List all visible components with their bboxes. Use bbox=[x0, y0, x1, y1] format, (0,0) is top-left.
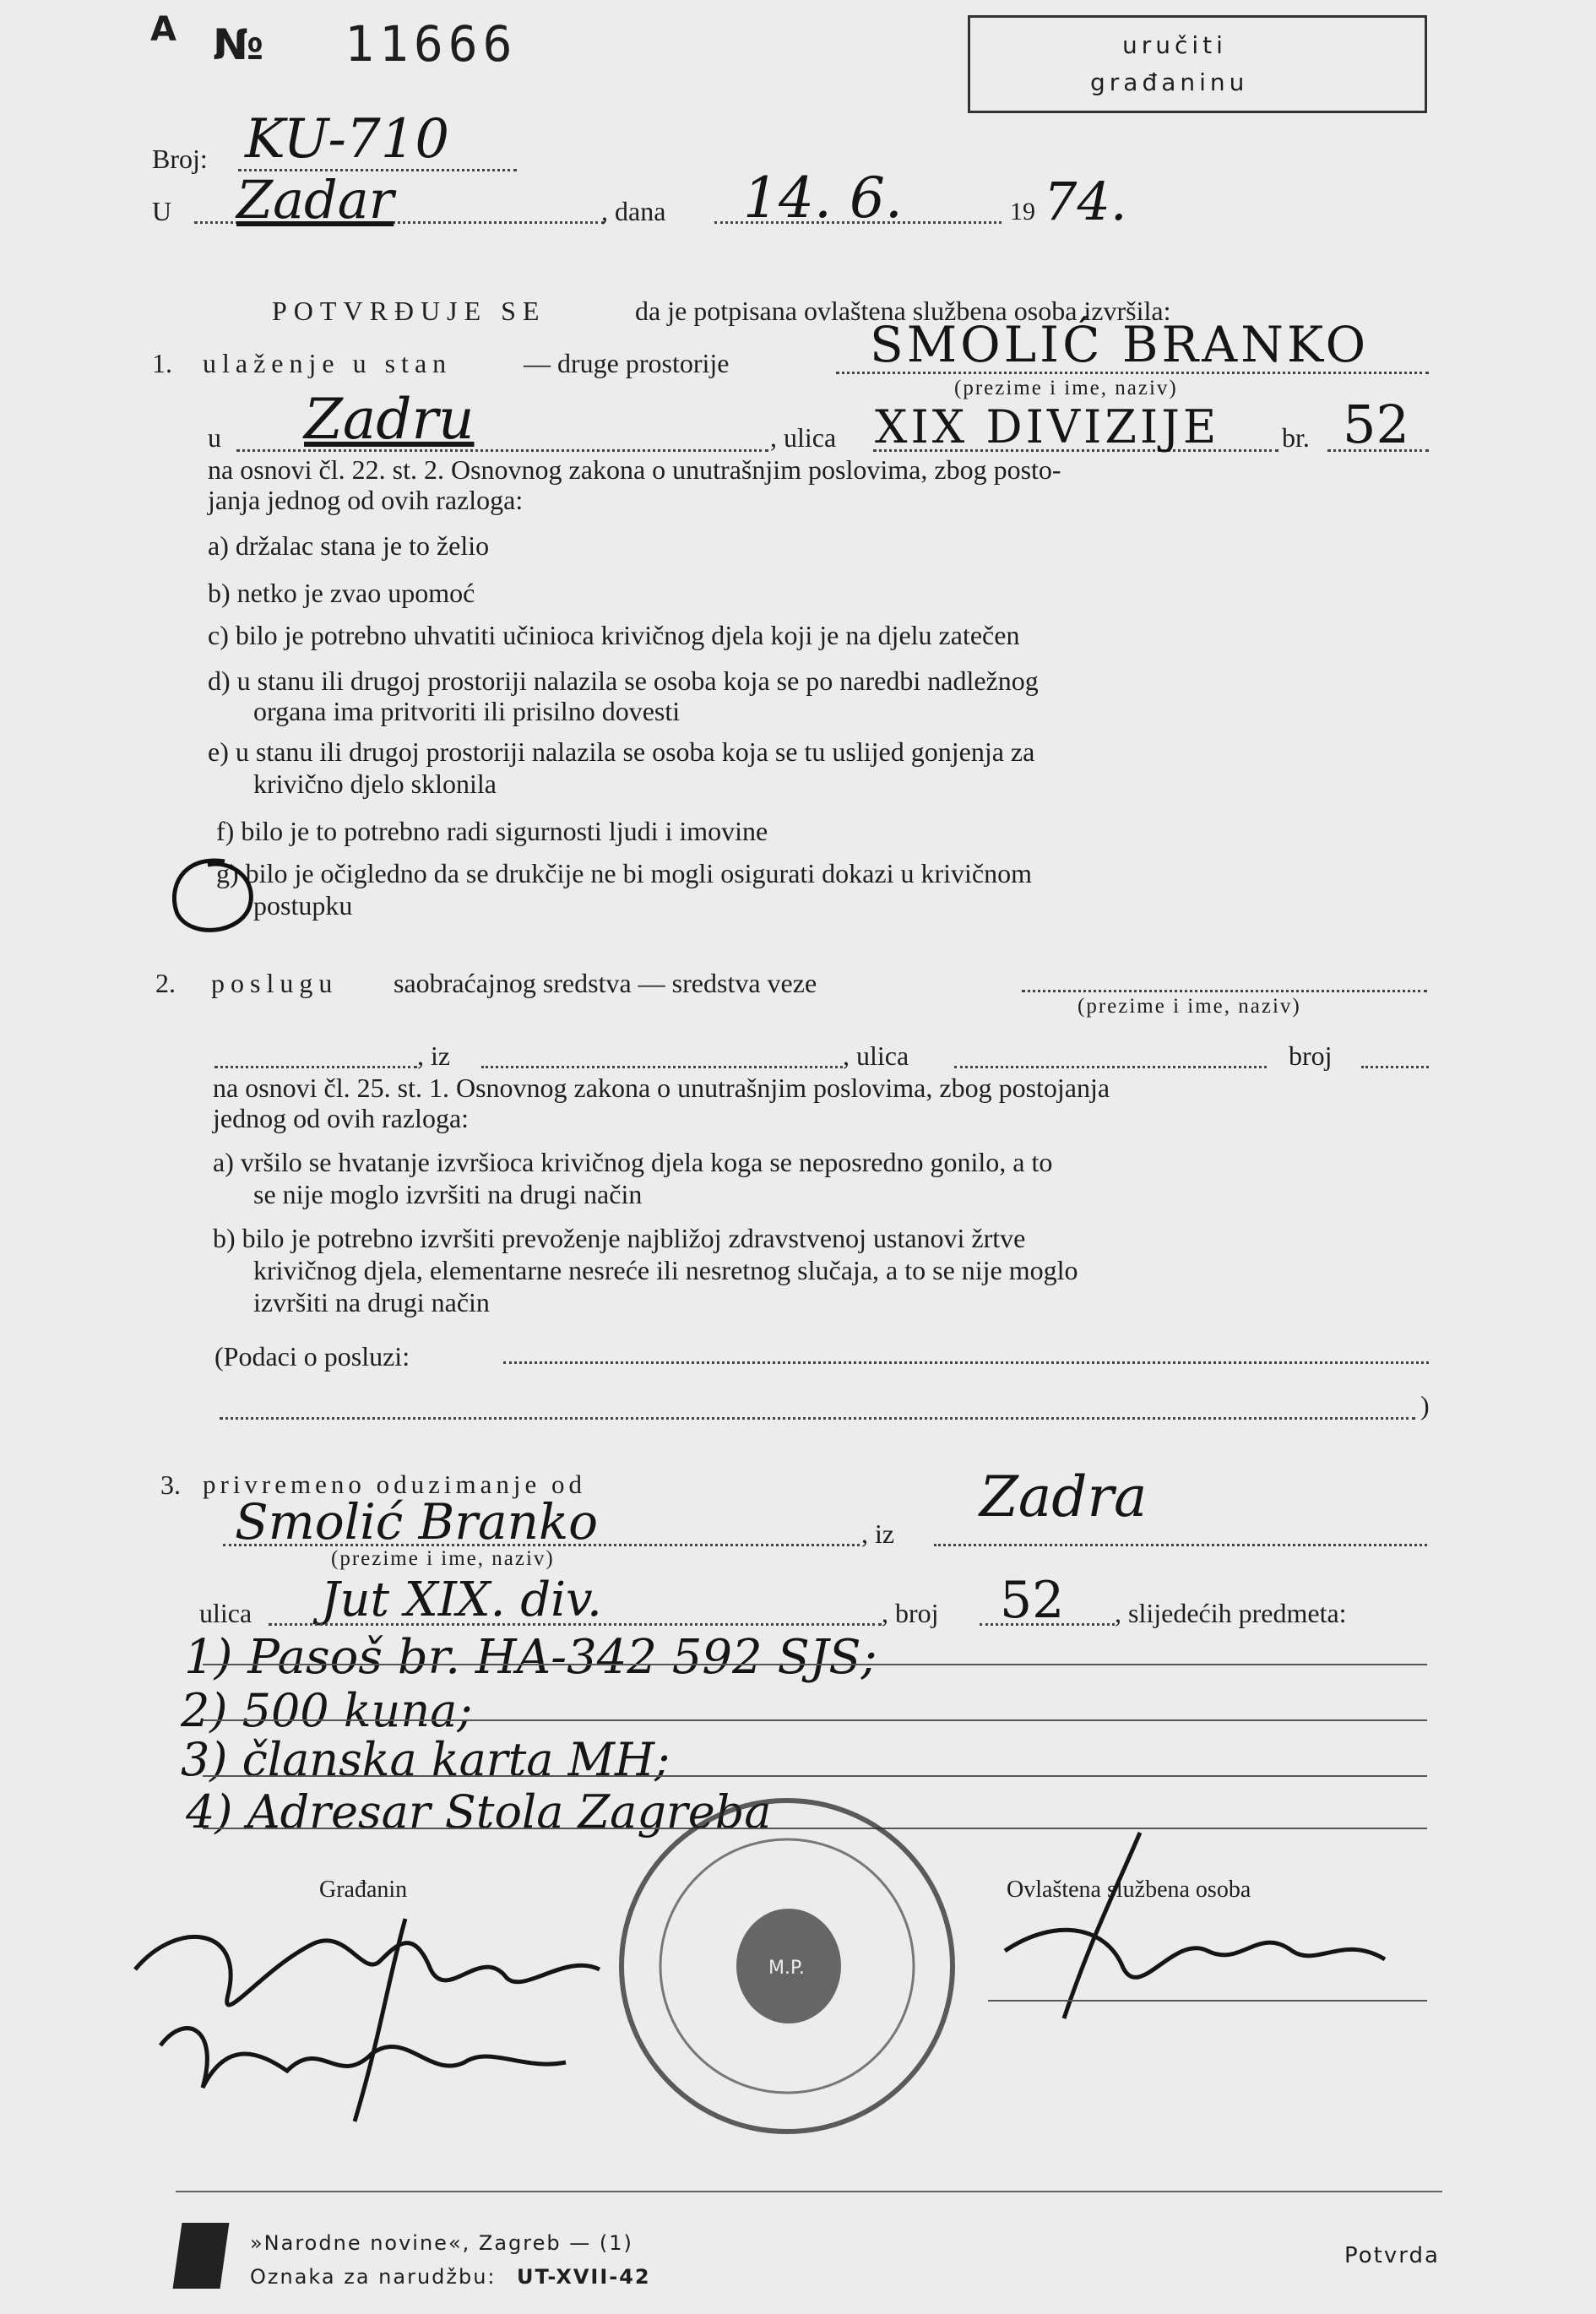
u-label: U bbox=[152, 196, 172, 226]
section2-legal-1: na osnovi čl. 25. st. 1. Osnovnog zakona o unutrašnjim poslovima, zbog postojanja bbox=[213, 1073, 1110, 1103]
intro-lead: POTVRĐUJE SE bbox=[272, 296, 546, 326]
section2-title-rest: saobraćajnog sredstva — sredstva veze bbox=[394, 968, 817, 998]
section1-item-a: a) držalac stana je to želio bbox=[208, 530, 490, 561]
publisher-logo bbox=[173, 2223, 230, 2289]
dana-label: , dana bbox=[601, 196, 666, 226]
section3-caption: (prezime i ime, naziv) bbox=[331, 1547, 555, 1570]
section2-close-paren: ) bbox=[1420, 1390, 1430, 1420]
intro-rest: da je potpisana ovlaštena službena osoba izvršila: bbox=[635, 296, 1171, 326]
section1-name-value: SMOLIĆ BRANKO bbox=[870, 316, 1370, 373]
section3-broj-label: , broj bbox=[882, 1598, 939, 1628]
citizen-signature-label: Građanin bbox=[319, 1877, 408, 1903]
form-number: 11666 bbox=[345, 15, 518, 73]
section1-caption: (prezime i ime, naziv) bbox=[954, 377, 1178, 399]
order-code: UT-XVII-42 bbox=[517, 2265, 651, 2289]
section1-u-label: u bbox=[208, 422, 221, 453]
selection-circle-mark bbox=[166, 855, 258, 939]
section2-podaci-label: (Podaci o posluzi: bbox=[214, 1341, 410, 1372]
section2-item-b-line1: b) bilo je potrebno izvršiti prevoženje najbližoj zdravstvenoj ustanovi žrtve bbox=[213, 1223, 1026, 1253]
section1-item-d-line2: organa ima pritvoriti ili prisilno dovesti bbox=[253, 696, 681, 726]
broj-label: Broj: bbox=[152, 144, 208, 174]
section2-legal-2: jednog od ovih razloga: bbox=[213, 1103, 470, 1133]
official-signature bbox=[988, 1824, 1410, 2044]
order-label: Oznaka za narudžbu: bbox=[250, 2265, 497, 2289]
section1-city-value: Zadru bbox=[304, 387, 475, 452]
section1-ulica-label: , ulica bbox=[770, 422, 837, 453]
series-letter: A bbox=[150, 10, 176, 49]
section2-number: 2. bbox=[155, 968, 176, 998]
seized-item-2: 2) 500 kuna; bbox=[181, 1684, 473, 1737]
section2-item-a-line2: se nije moglo izvršiti na drugi način bbox=[253, 1179, 643, 1209]
place-value: Zadar bbox=[236, 169, 394, 231]
seized-item-4: 4) Adresar Stola Zagreba bbox=[186, 1785, 772, 1839]
number-label: № bbox=[213, 20, 264, 69]
section2-ulica-label: , ulica bbox=[843, 1040, 909, 1071]
section1-legal-1: na osnovi čl. 22. st. 2. Osnovnog zakona o unutrašnjim poslovima, zbog posto- bbox=[208, 454, 1061, 485]
section3-iz-label: , iz bbox=[861, 1518, 895, 1549]
publisher-line: »Narodne novine«, Zagreb — (1) bbox=[250, 2231, 633, 2255]
citizen-signature bbox=[127, 1868, 616, 2130]
section3-name-value: Smolić Branko bbox=[235, 1493, 599, 1551]
section1-item-b: b) netko je zvao upomoć bbox=[208, 578, 475, 608]
official-signature-label: Ovlaštena službena osoba bbox=[1007, 1877, 1251, 1903]
section2-broj-label: broj bbox=[1289, 1040, 1333, 1071]
section3-slijedecih: , slijedećih predmeta: bbox=[1115, 1598, 1347, 1628]
section2-title: poslugu bbox=[211, 968, 339, 998]
section1-item-d-line1: d) u stanu ili drugoj prostoriji nalazila se osoba koja se po naredbi nadležnog bbox=[208, 665, 1039, 696]
deliver-box-line-2: građaninu bbox=[1090, 68, 1249, 96]
broj-value: KU-710 bbox=[245, 108, 450, 171]
section2-item-b-line3: izvršiti na drugi način bbox=[253, 1287, 490, 1317]
section3-ulica-label: ulica bbox=[199, 1598, 252, 1628]
section1-item-g-line1: g) bilo je očigledno da se drukčije ne bi mogli osigurati dokazi u krivičnom bbox=[216, 858, 1032, 888]
year-value: 74. bbox=[1044, 171, 1127, 232]
deliver-box-line-1: uručiti bbox=[1122, 31, 1227, 59]
section2-iz-label: , iz bbox=[417, 1040, 451, 1071]
section3-title: privremeno oduzimanje od bbox=[203, 1469, 587, 1499]
section2-item-b-line2: krivičnog djela, elementarne nesreće ili nesretnog slučaja, a to se nije moglo bbox=[253, 1255, 1078, 1285]
section1-item-e-line1: e) u stanu ili drugoj prostoriji nalazila se osoba koja se tu uslijed gonjenja za bbox=[208, 736, 1035, 767]
section2-caption: (prezime i ime, naziv) bbox=[1078, 995, 1301, 1018]
section1-legal-2: janja jednog od ovih razloga: bbox=[208, 485, 524, 515]
seized-item-3: 3) članska karta MH; bbox=[181, 1733, 670, 1786]
section1-title: ulaženje u stan bbox=[203, 348, 453, 378]
section1-br-label: br. bbox=[1282, 422, 1310, 453]
section1-title-rest: — druge prostorije bbox=[524, 348, 730, 378]
section3-number: 3. bbox=[160, 1469, 181, 1500]
form-name: Potvrda bbox=[1344, 2243, 1440, 2268]
section1-item-c: c) bilo je potrebno uhvatiti učinioca krivičnog djela koji je na djelu zatečen bbox=[208, 620, 1020, 650]
section1-item-e-line2: krivično djelo sklonila bbox=[253, 769, 497, 799]
section3-broj-value: 52 bbox=[1000, 1571, 1065, 1630]
section1-street-value: XIX DIVIZIJE bbox=[875, 400, 1220, 454]
section1-number: 1. bbox=[152, 348, 172, 378]
section2-item-a-line1: a) vršilo se hvatanje izvršioca krivičnog djela koga se neposredno gonilo, a to bbox=[213, 1147, 1053, 1177]
section1-br-value: 52 bbox=[1343, 394, 1409, 455]
date-value: 14. 6. bbox=[743, 166, 903, 231]
section1-item-f: f) bilo je to potrebno radi sigurnosti ljudi i imovine bbox=[216, 816, 768, 846]
section3-street-value: Jut XIX. div. bbox=[321, 1573, 602, 1627]
seized-item-1: 1) Pasoš br. HA-342 592 SJS; bbox=[184, 1630, 877, 1685]
deliver-to-citizen-box bbox=[968, 15, 1427, 113]
section1-item-g-line2: postupku bbox=[253, 890, 353, 921]
year-prefix: 19 bbox=[1010, 198, 1035, 225]
stamp-center-label: M.P. bbox=[768, 1958, 805, 1979]
section3-city-value: Zadra bbox=[980, 1464, 1148, 1529]
